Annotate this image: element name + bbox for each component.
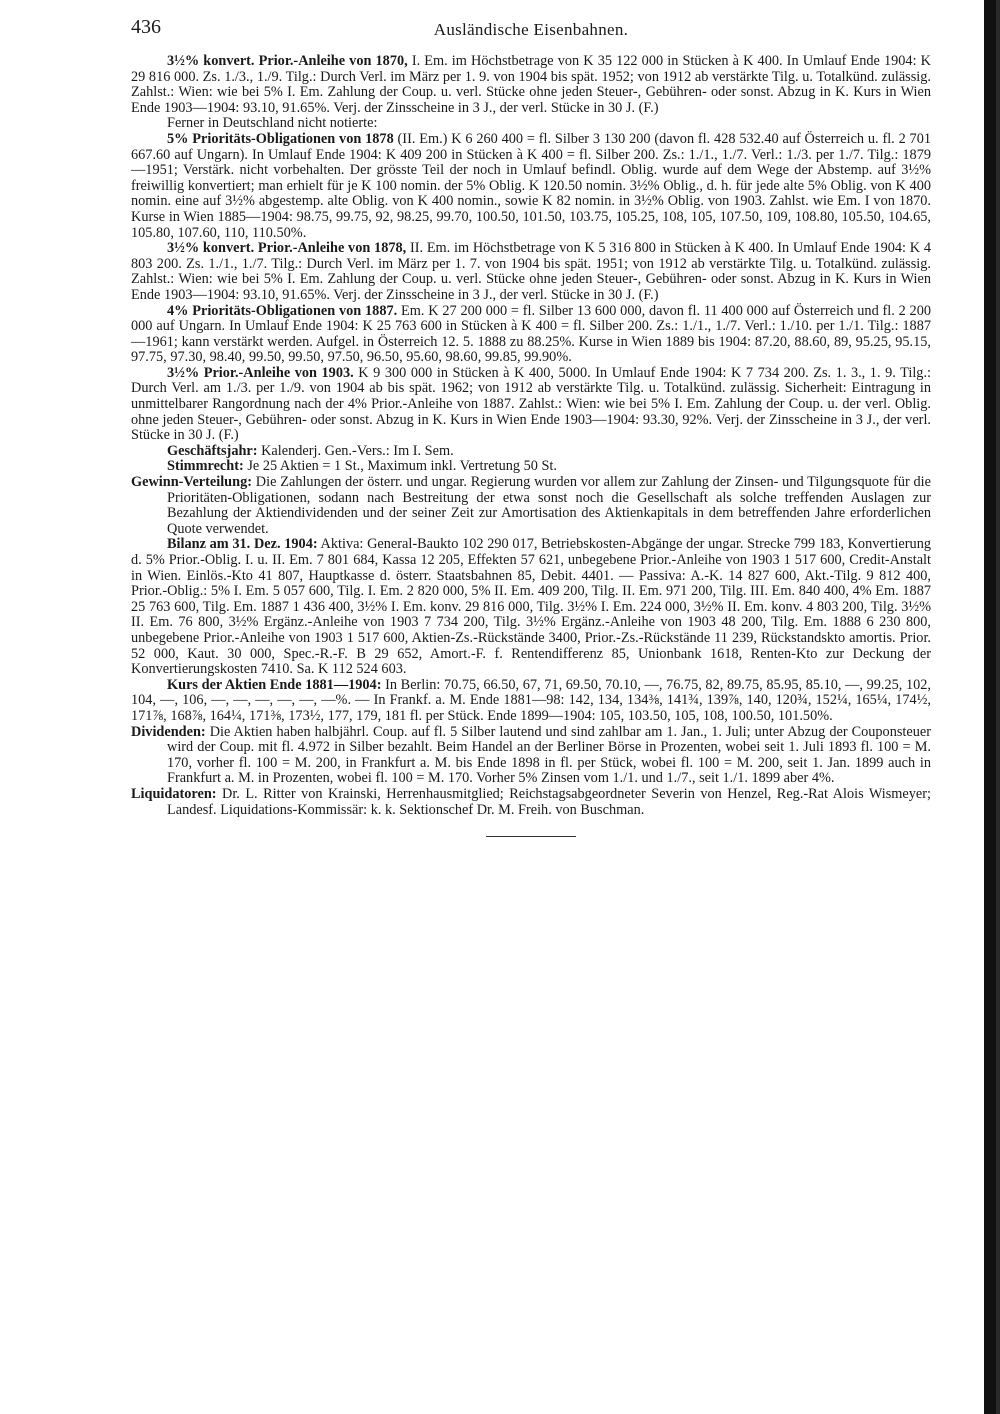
paragraph-lead: 3½% konvert. Prior.-Anleihe von 1870, [167, 53, 408, 69]
running-title: Ausländische Eisenbahnen. [433, 20, 629, 39]
page [131, 14, 931, 837]
paragraph-stimmrecht [131, 459, 931, 475]
paragraph-obligationen-1878 [131, 132, 931, 241]
paragraph-text: Die Aktien haben halbjährl. Coup. auf fl. 5 Silber lautend und sind zahlbar am 1. Jan., 1. Juli; unter Abzug der Couponsteuer wird der Coup. mit fl. 4.972 in Silber bezahlt. Beim Handel an der Berliner Börse in Prozenten, wobei seit 1. Juli 1893 fl. 100 = M. 170, vorher fl. 100 = M. 200, in Frankfurt a. M. bis Ende 1898 in fl. per Stück, wobei fl. 100 = M. 200, seit 1. Jan. 1899 auch in Frankfurt a. M. in Prozenten, wobei fl. 100 = M. 170. Vorher 5% Zinsen vom 1./1. und 1./7., seit 1./1. 1899 aber 4%. [167, 723, 931, 787]
paragraph-lead: 5% Prioritäts-Obligationen von 1878 [167, 130, 394, 147]
page-number: 436 [131, 16, 161, 38]
paragraph-gewinn-verteilung [131, 475, 931, 537]
paragraph-liquidatoren [131, 787, 931, 818]
paragraph-lead: Dividenden: [131, 723, 206, 740]
paragraph-text: Em. K 27 200 000 = fl. Silber 13 600 000, davon fl. 11 400 000 auf Österreich und fl. 2 200 000 auf Ungarn. In Umlauf Ende 1904: K 25 763 600 in Stücken à K 400 = fl. Silber 200. Zs.: 1./1., 1./7. Verl.: 1./10. per 1./1. Tilg.: 1887—1961; kann verstärkt werden. Aufgel. in Österreich 12. 5. 1888 zu 88.25%. Kurse in Wien 1889 bis 1904: 87.20, 88.60, 89, 95.25, 95.15, 97.75, 97.30, 98.40, 99.50, 99.50, 97.50, 96.50, 95.60, 98.60, 99.85, 99.90%. [131, 302, 932, 366]
paragraph-lead: Bilanz am 31. Dez. 1904: [167, 536, 318, 553]
paragraph-lead: Stimmrecht: [167, 458, 244, 475]
paragraph-text: Ferner in Deutschland nicht notierte: [167, 115, 378, 132]
paragraph-lead: Gewinn-Verteilung: [131, 474, 252, 491]
body-text [131, 54, 931, 818]
paragraph-text: Aktiva: General-Baukto 102 290 017, Betriebskosten-Abgänge der ungar. Strecke 799 183, Konvertierung d. 5% Prior.-Oblig. I. u. II. Em. 7 801 684, Kassa 12 205, Effekten 57 621, unbegebene Prior.-Anleihe von 1903 1 517 600, Credit-Anstalt in Wien. Einlös.-Kto 41 807, Hauptkasse d. österr. Staatsbahnen 85, Debit. 4401. — Passiva: A.-K. 14 827 600, Akt.-Tilg. 9 812 400, Prior.-Oblig.: 5% I. Em. 5 057 600, Tilg. I. Em. 2 820 000, 5% II. Em. 409 200, Tilg. II. Em. 971 200, Tilg. III. Em. 840 400, 4% Em. 1887 25 763 600, Tilg. Em. 1887 1 436 400, 3½% I. Em. konv. 29 816 000, Tilg. 3½% I. Em. 224 000, 3½% II. Em. konv. 4 803 200, Tilg. 3½% II. Em. 76 800, 3½% Ergänz.-Anleihe von 1903 7 734 200, Tilg. 3½% Ergänz.-Anleihe von 1903 48 200, Tilg. Em. 1888 6 230 800, unbegebene Prior.-Anleihe von 1903 1 517 600, Aktien-Zs.-Rückstände 3400, Prior.-Zs.-Rückstände 11 239, Rückstandskto amortis. Prior. 52 000, Kaut. 30 000, Spec.-R.-F. B 29 652, Amort.-F. f. Rentendifferenz 85, Unionbank 1618, Renten-Kto zur Deckung der Konvertierungskosten 7410. Sa. K 112 524 603. [131, 536, 931, 678]
paragraph-text: I. Em. im Höchstbetrage von K 35 122 000 in Stücken à K 400. In Umlauf Ende 1904: K 29 816 000. Zs. 1./3., 1./9. Tilg.: Durch Verl. im März per 1. 9. von 1904 bis spät. 1952; von 1912 ab verstärkte Tilg. u. Totalkünd. zulässig. Zahlst.: Wien: wie bei 5% I. Em. Zahlung der Coup. u. verl. Stücke ohne jeden Steuer-, Gebühren- oder sonst. Abzug in K. Kurs in Wien Ende 1903—1904: 93.10, 91.65%. Verj. der Zinsscheine in 3 J., der verl. Stücke in 30 J. (F.) [131, 53, 931, 116]
page-header [131, 14, 931, 54]
paragraph-dividenden [131, 725, 931, 787]
paragraph-ferner [131, 116, 931, 132]
paragraph-text: Kalenderj. Gen.-Vers.: Im I. Sem. [257, 442, 454, 459]
paragraph-lead: Liquidatoren: [131, 785, 217, 802]
paragraph-geschaeftsjahr [131, 444, 931, 460]
paragraph-text: Die Zahlungen der österr. und ungar. Regierung wurden vor allem zur Zahlung der Zinsen- und Tilgungsquote für die Prioritäten-Obligationen, sodann nach Bestreitung der etwa sonst noch die Gesellschaft als solche treffenden Auslagen zur Bezahlung der Aktiendividenden und der seiner Zeit zur Amortisation des Aktienkapitals in dem betreffenden Jahre erforderlichen Quote verwendet. [167, 474, 931, 537]
scan-edge [962, 0, 1000, 1414]
paragraph-text: Je 25 Aktien = 1 St., Maximum inkl. Vertretung 50 St. [243, 458, 557, 475]
paragraph-lead: Geschäftsjahr: [167, 442, 258, 459]
paragraph-obligationen-1887 [131, 304, 931, 366]
paragraph-text: (II. Em.) K 6 260 400 = fl. Silber 3 130 200 (davon fl. 428 532.40 auf Österreich u. fl. 2 701 667.60 auf Ungarn). In Umlauf Ende 1904: K 409 200 in Stücken à K 400 = fl. Silber 200. Zs.: 1./1., 1./7. Verl.: 1./3. per 1./7. Tilg.: 1879—1951; Verstärk. nicht vorbehalten. Der grösste Teil der noch in Umlauf befindl. Oblig. wurde auf dem Wege der Abstemp. auf 3½% freiwillig konvertiert; man erhielt für je K 100 nomin. der 5% Oblig. K 120.50 nomin. 3½% Oblig., d. h. für jede alte 5% Oblig. von K 400 nomin. eine auf 3½% abgestemp. alte Oblig. von K 400 nomin., sowie K 82 nomin. in 3½% Oblig. von 1903. Zahlst. wie Em. I von 1870. Kurse in Wien 1885—1904: 98.75, 99.75, 92, 98.25, 99.70, 100.50, 101.50, 103.75, 105.25, 108, 105, 107.50, 109, 108.80, 105.50, 104.65, 105.80, 107.60, 110, 110.50%. [131, 130, 931, 241]
paragraph-text: K 9 300 000 in Stücken à K 400, 5000. In Umlauf Ende 1904: K 7 734 200. Zs. 1. 3., 1. 9. Tilg.: Durch Verl. am 1./3. per 1./9. von 1904 ab bis spät. 1962; von 1912 ab verstärkte Tilg. u. Totalkünd. zulässig. Sicherheit: Eintragung in unmittelbarer Rangordnung nach der 4% Prior.-Anleihe von 1887. Zahlst.: Wien: wie bei 5% I. Em. Zahlung der Coup. u. der verl. Oblig. ohne jeden Steuer-, Gebühren- oder sonst. Abzug in K. Kurs in Wien Ende 1903—1904: 93.30, 92%. Verj. der Zinsscheine in 3 J., der verl. Stücke in 30 J. (F.) [131, 364, 931, 444]
paragraph-anleihe-1903 [131, 366, 931, 444]
paragraph-lead: 4% Prioritäts-Obligationen von 1887. [167, 302, 398, 319]
paragraph-lead: 3½% konvert. Prior.-Anleihe von 1878, [167, 240, 407, 257]
section-divider [486, 836, 576, 837]
paragraph-kurs-der-aktien [131, 678, 931, 725]
paragraph-text: In Berlin: 70.75, 66.50, 67, 71, 69.50, 70.10, —, 76.75, 82, 89.75, 85.95, 85.10, —, 99.25, 102, 104, —, 106, —, —, —, —, —, —%. — In Frankf. a. M. Ende 1881—98: 142, 134, 134⅜, 141¾, 139⅞, 140, 120¾, 152¼, 165¼, 174½, 171⅞, 168⅞, 164¼, 171⅜, 173½, 177, 179, 181 fl. per Stück. Ende 1899—1904: 105, 103.50, 105, 108, 100.50, 101.50%. [131, 676, 931, 724]
paragraph-bilanz [131, 537, 931, 677]
paragraph-text: II. Em. im Höchstbetrage von K 5 316 800 in Stücken à K 400. In Umlauf Ende 1904: K 4 803 200. Zs. 1./1., 1./7. Tilg.: Durch Verl. im März per 1. 7. von 1904 bis spät. 1951; von 1912 ab verstärkte Tilg. u. Totalkünd. zulässig. Zahlst.: Wien: wie bei 5% I. Em. Zahlung der Coup. u. verl. Stücke ohne jeden Steuer-, Gebühren- oder sonst. Abzug in K. Kurs in Wien Ende 1903—1904: 93.10, 91.65%. Verj. der Zinsscheine in 3 J., der verl. Stücke in 30 J. (F.) [131, 240, 931, 303]
paragraph-konvert-anleihe-1878 [131, 241, 931, 303]
paragraph-text: Dr. L. Ritter von Krainski, Herrenhausmitglied; Reichstagsabgeordneter Severin von Henzel, Reg.-Rat Alois Wismeyer; Landesf. Liquidations-Kommissär: k. k. Sektionschef Dr. M. Freih. von Buschman. [167, 785, 931, 818]
paragraph-lead: 3½% Prior.-Anleihe von 1903. [167, 364, 354, 381]
paragraph-konvert-anleihe-1870 [131, 54, 931, 116]
paragraph-lead: Kurs der Aktien Ende 1881—1904: [167, 676, 382, 693]
